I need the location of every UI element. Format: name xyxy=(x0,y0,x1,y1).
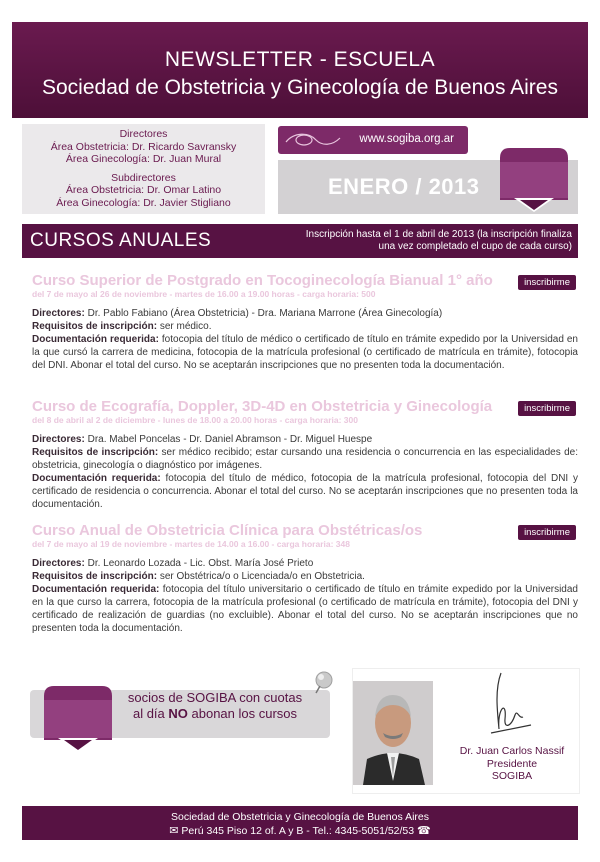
course-item xyxy=(32,398,578,511)
website-banner[interactable] xyxy=(278,126,468,154)
course-title: Curso Anual de Obstetricia Clínica para Obstétricas/os xyxy=(32,522,423,539)
section-bar xyxy=(22,224,578,258)
course-schedule: del 7 de mayo al 26 de noviembre - martes de 16.00 a 19.00 horas - carga horaria: 500 xyxy=(32,289,376,299)
director-gynecology: Área Ginecología: Dr. Juan Mural xyxy=(65,153,222,165)
registration-note: Inscripción hasta el 1 de abril de 2013 (la inscripción finaliza una vez completado el cupo de cada curso) xyxy=(305,229,572,252)
website-link[interactable]: www.sogiba.org.ar xyxy=(359,133,454,145)
directors-box xyxy=(22,124,265,214)
footer-contact xyxy=(22,824,578,838)
president-role: Presidente xyxy=(486,757,538,770)
course-documents: Documentación requerida: fotocopia del título de médico o certificado de título en trámite expedido por la Universidad en la que cursó la carrera de medicina, fotocopia de la matrícula profesional (o certificado de matrícula en trámite), fotocopia del DNI. Abonar el total del curso. No se aceptarán inscripciones que no presenten toda la documentación. xyxy=(32,334,578,371)
subdirectors-heading: Subdirectores xyxy=(111,171,176,184)
course-documents: Documentación requerida: fotocopia del título de médico, fotocopia de la matrícula profesional, fotocopia del DNI y certificado de residencia o concurrencia. Abonar el total del curso. No se aceptarán inscripciones que no presenten toda la documentación. xyxy=(32,473,578,510)
directors-heading: Directores xyxy=(119,128,168,140)
newsletter-header xyxy=(12,22,588,118)
director-obstetrics: Área Obstetricia: Dr. Ricardo Savransky xyxy=(50,140,237,153)
course-directors: Directores: Dr. Pablo Fabiano (Área Obstetricia) - Dra. Mariana Marrone (Área Ginecología) xyxy=(32,308,443,319)
society-name: Sociedad de Obstetricia y Ginecología de Buenos Aires xyxy=(42,76,558,99)
course-item xyxy=(32,522,578,635)
signup-button[interactable]: inscribirme xyxy=(518,401,576,416)
members-promo xyxy=(22,668,342,792)
course-directors: Directores: Dra. Mabel Poncelas - Dr. Daniel Abramson - Dr. Miguel Huespe xyxy=(32,434,373,445)
president-name: Dr. Juan Carlos Nassif xyxy=(459,745,565,757)
course-item xyxy=(32,272,578,372)
signup-button[interactable]: inscribirme xyxy=(518,275,576,290)
footer xyxy=(22,806,578,840)
president-box xyxy=(352,668,580,794)
section-title: CURSOS ANUALES xyxy=(30,230,212,251)
promo-text: socios de SOGIBA con cuotas al día NO abonan los cursos xyxy=(127,690,303,721)
subdirector-gynecology: Área Ginecología: Dr. Javier Stigliano xyxy=(56,196,231,209)
course-title: Curso Superior de Postgrado en Tocoginecología Bianual 1° año xyxy=(32,272,493,289)
computer-mouse-icon xyxy=(284,130,344,150)
subdirector-obstetrics: Área Obstetricia: Dr. Omar Latino xyxy=(65,184,222,196)
president-photo xyxy=(353,681,433,785)
course-documents: Documentación requerida: fotocopia del título universitario o certificado de título en trámite expedido por la Universidad en la que curso la carrera, fotocopia de la matrícula profesional (o certificado de matrícula en trámite), fotocopia del DNI y certificado de realización de guardias (no excluible). Abonar el total del curso. No se aceptarán inscripciones que no presenten toda la documentación. xyxy=(32,584,578,634)
footer-org: Sociedad de Obstetricia y Ginecología de Buenos Aires xyxy=(171,811,429,823)
folder-icon xyxy=(496,140,572,216)
president-signature-block xyxy=(449,745,575,783)
course-schedule: del 7 de mayo al 19 de noviembre - martes de 14.00 a 16.00 - carga horaria: 348 xyxy=(32,539,350,549)
course-requirements: Requisitos de inscripción: ser médico. xyxy=(32,321,212,332)
telephone-icon: ☎ xyxy=(417,825,431,837)
course-directors: Directores: Dr. Leonardo Lozada - Lic. Obst. María José Prieto xyxy=(32,558,314,569)
signup-button[interactable]: inscribirme xyxy=(518,525,576,540)
course-title: Curso de Ecografía, Doppler, 3D-4D en Obstetricia y Ginecología xyxy=(32,398,493,415)
president-org: SOGIBA xyxy=(491,770,533,782)
issue-date: ENERO / 2013 xyxy=(328,174,480,199)
course-requirements: Requisitos de inscripción: ser Obstétrica/o o Licenciada/o en Obstetricia. xyxy=(32,571,365,582)
course-schedule: del 8 de abril al 2 de diciembre - lunes de 18.00 a 20.00 horas - carga horaria: 300 xyxy=(32,415,358,425)
footer-address: Perú 345 Piso 12 of. A y B - Tel.: 4345-5051/52/53 xyxy=(181,825,415,837)
course-requirements: Requisitos de inscripción: ser médico recibido; estar cursando una residencia o concurrencia en las especialidades de: obstetricia, ginecología o diagnóstico por imágenes. xyxy=(32,447,578,471)
signature-icon xyxy=(471,669,541,739)
envelope-icon: ✉ xyxy=(169,825,179,837)
newsletter-title: NEWSLETTER - ESCUELA xyxy=(164,48,436,71)
